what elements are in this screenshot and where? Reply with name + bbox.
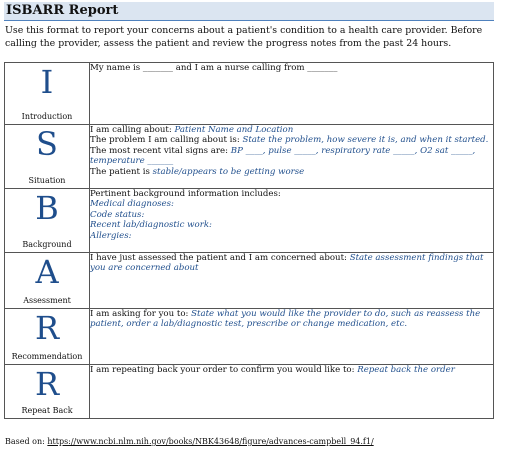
prompt-text: Repeat back the order [357,365,455,375]
source-link[interactable]: https://www.ncbi.nlm.nih.gov/books/NBK43648/figure/advances-campbell_94.f1/ [47,437,374,446]
content-line [90,199,493,209]
content-line [90,365,493,375]
static-text: I am asking for you to: [90,309,192,319]
prompt-text: State the problem, how severe it is, and when it started. [242,135,489,146]
row-letter: R [34,309,60,347]
table-row-repeat-back [5,365,494,419]
source-footer [5,437,374,446]
prompt-text: State what you would like the provider to do, such as reassess the patient, order a lab/diagnostic test, prescribe or change medication, etc. [90,309,481,330]
static-text: My name is _______ and I am a nurse calling from _______ [90,63,338,73]
prompt-text: Medical diagnoses: [90,199,174,210]
intro-text: Use this format to report your concerns about a patient's condition to a health care provider. Before calling the provider, assess the patient and review the progress notes from the past 24 hours. [5,25,483,49]
prompt-text: Recent lab/diagnostic work: [90,220,212,231]
content-line [90,167,493,177]
static-text: I am calling about: [90,125,175,135]
row-content [90,189,494,253]
prompt-text: Patient Name and Location [174,125,294,135]
letter-cell [5,309,90,365]
content-line [90,220,493,230]
letter-cell [5,365,90,419]
row-content [90,125,494,189]
footer-prefix: Based on: [5,437,48,446]
row-label: Situation [28,176,66,185]
row-content [90,253,494,309]
letter-cell [5,189,90,253]
row-letter: R [34,365,60,403]
letter-cell [5,63,90,125]
table-row-introduction [5,63,494,125]
static-text: The most recent vital signs are: [90,145,231,156]
table-row-recommendation [5,309,494,365]
content-line [90,146,493,167]
content-line [90,189,493,199]
content-line [90,210,493,220]
row-label: Repeat Back [21,406,73,415]
content-line [90,135,493,145]
table-row-assessment [5,253,494,309]
row-label: Assessment [23,296,71,305]
content-line [90,253,493,274]
row-content [90,63,494,125]
row-letter: A [35,253,59,291]
title-bar [4,2,494,21]
prompt-text: Allergies: [90,230,132,241]
page-title: ISBARR Report [6,3,119,18]
content-line [90,125,493,135]
row-letter: I [40,63,54,101]
row-letter: B [35,189,59,227]
static-text: I have just assessed the patient and I am concerned about: [90,253,350,263]
prompt-text: Code status: [90,209,145,220]
row-content [90,365,494,419]
row-content [90,309,494,365]
prompt-text: BP ____, pulse _____, respiratory rate _____, O2 sat _____, temperature ______ [90,145,476,167]
prompt-text: State assessment findings that you are concerned about [90,253,484,274]
table-row-background [5,189,494,253]
content-line [90,309,493,330]
content-line [90,63,493,73]
static-text: I am repeating back your order to confirm you would like to: [90,365,358,375]
static-text: The patient is [90,166,153,177]
row-label: Recommendation [11,352,83,361]
content-line [90,231,493,241]
table-row-situation [5,125,494,189]
letter-cell [5,253,90,309]
static-text: The problem I am calling about is: [90,135,243,146]
row-label: Background [22,240,72,249]
row-letter: S [36,125,58,163]
static-text: Pertinent background information includes: [90,189,281,199]
prompt-text: stable/appears to be getting worse [152,166,305,177]
letter-cell [5,125,90,189]
isbarr-table [4,62,494,419]
row-label: Introduction [21,112,73,121]
